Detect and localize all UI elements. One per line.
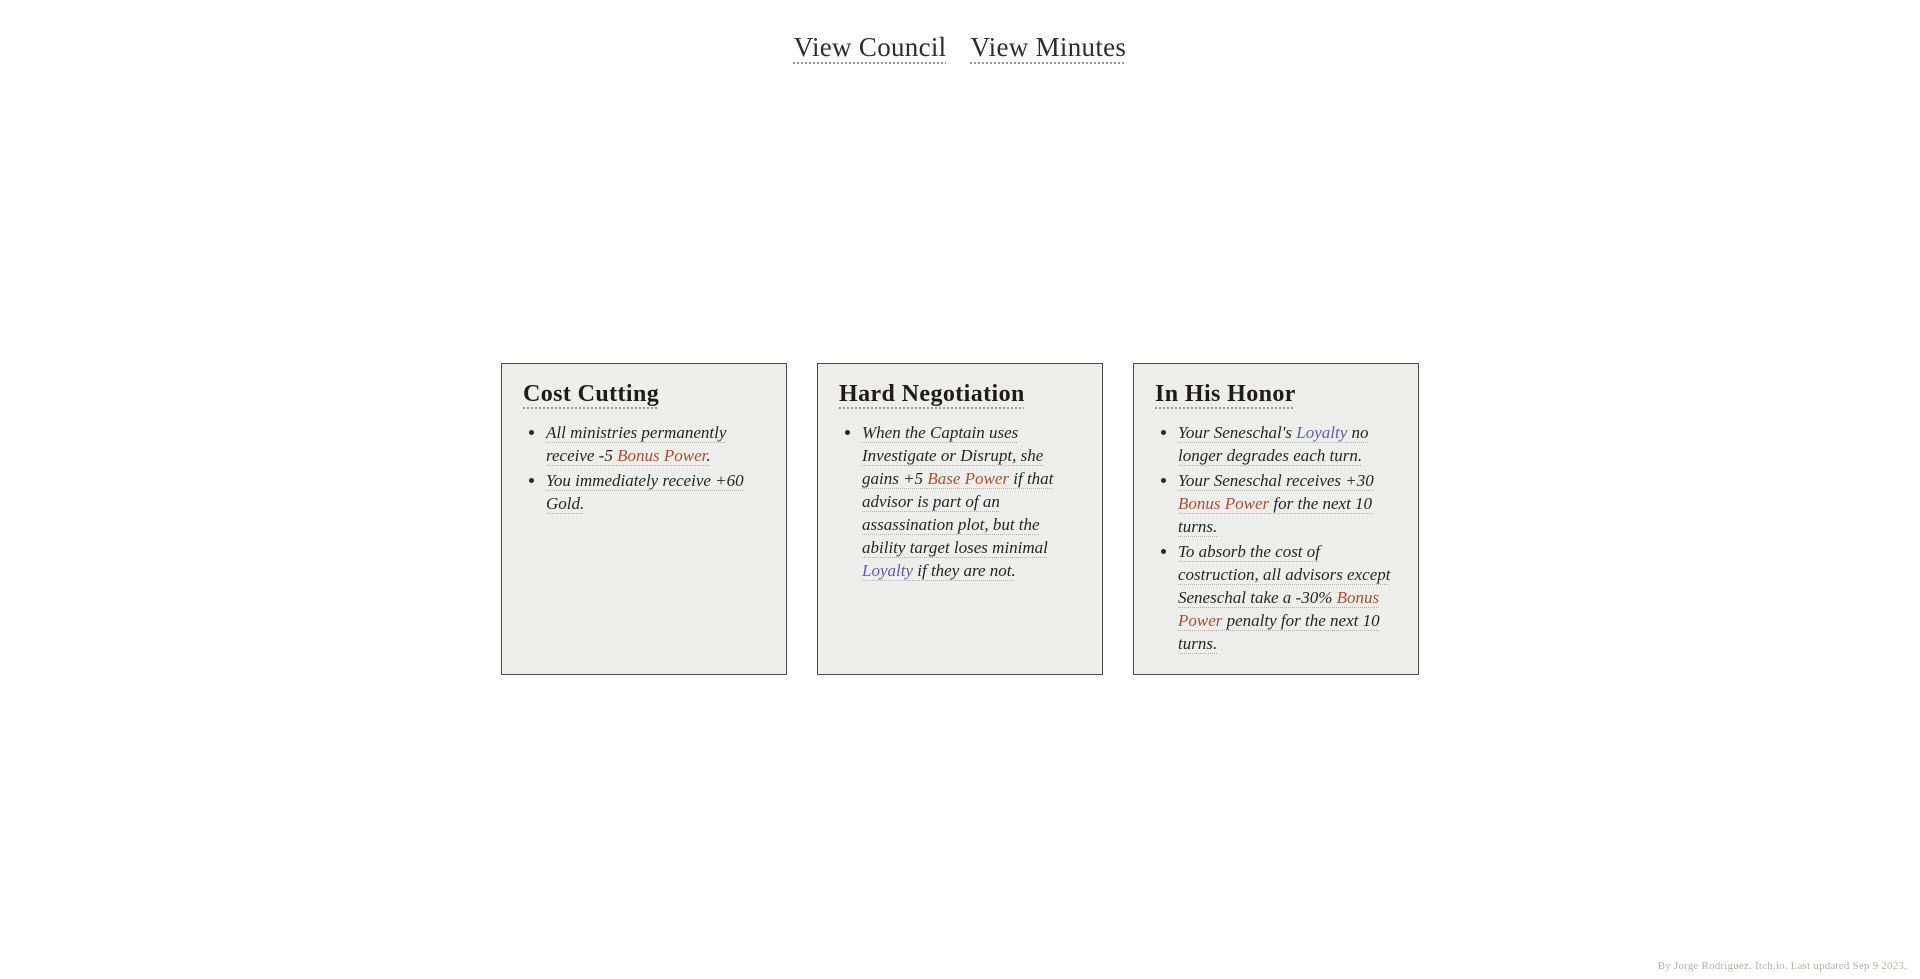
top-nav [0, 0, 1920, 63]
loyalty-keyword-link[interactable]: Loyalty [1296, 423, 1348, 442]
card-bullet [862, 421, 1081, 582]
loyalty-keyword-link[interactable]: Loyalty [862, 561, 913, 580]
card-bullet [1178, 469, 1397, 538]
card-bullet [1178, 540, 1397, 655]
view-council-link[interactable]: View Council [793, 32, 947, 62]
bullet-text: if that advisor is part of an assassination plot, but the ability target loses minimal [862, 469, 1054, 557]
choice-card [1133, 363, 1419, 675]
choice-cards-row [0, 363, 1920, 675]
bullet-text: To absorb the cost of costruction, all advisors except Seneschal take a -30% [1178, 542, 1391, 607]
bullet-text: . [706, 446, 711, 465]
bullet-text: for the next 10 turns. [1178, 494, 1373, 536]
power-keyword-link[interactable]: Bonus Power [1178, 494, 1270, 513]
card-bullet-list [839, 421, 1081, 582]
card-title: In His Honor [1155, 381, 1296, 407]
power-keyword-link[interactable]: Bonus Power [1178, 588, 1380, 630]
bullet-text: All ministries permanently receive -5 [546, 423, 727, 465]
card-title: Cost Cutting [523, 381, 660, 407]
card-bullet [1178, 421, 1397, 467]
card-bullet-list [1155, 421, 1397, 655]
bullet-text: if they are not. [913, 561, 1016, 580]
choice-card [501, 363, 787, 675]
view-minutes-link[interactable]: View Minutes [970, 32, 1127, 62]
card-bullet [546, 469, 765, 515]
power-keyword-link[interactable]: Bonus Power [617, 446, 707, 465]
credit-text: By Jorge Rodriguez. Itch.io. Last updated Sep 9 2023. [1657, 960, 1907, 972]
bullet-text: Your Seneschal receives +30 [1178, 471, 1374, 490]
bullet-text: You immediately receive +60 Gold. [546, 471, 744, 513]
power-keyword-link[interactable]: Base Power [927, 469, 1009, 488]
bullet-text: penalty for the next 10 turns. [1178, 611, 1380, 653]
choice-card [817, 363, 1103, 675]
bullet-text: no longer degrades each turn. [1178, 423, 1369, 465]
card-title: Hard Negotiation [839, 381, 1025, 407]
bullet-text: Your Seneschal's [1178, 423, 1297, 442]
card-bullet-list [523, 421, 765, 515]
bullet-text: When the Captain uses Investigate or Disrupt, she gains +5 [862, 423, 1044, 488]
card-bullet [546, 421, 765, 467]
